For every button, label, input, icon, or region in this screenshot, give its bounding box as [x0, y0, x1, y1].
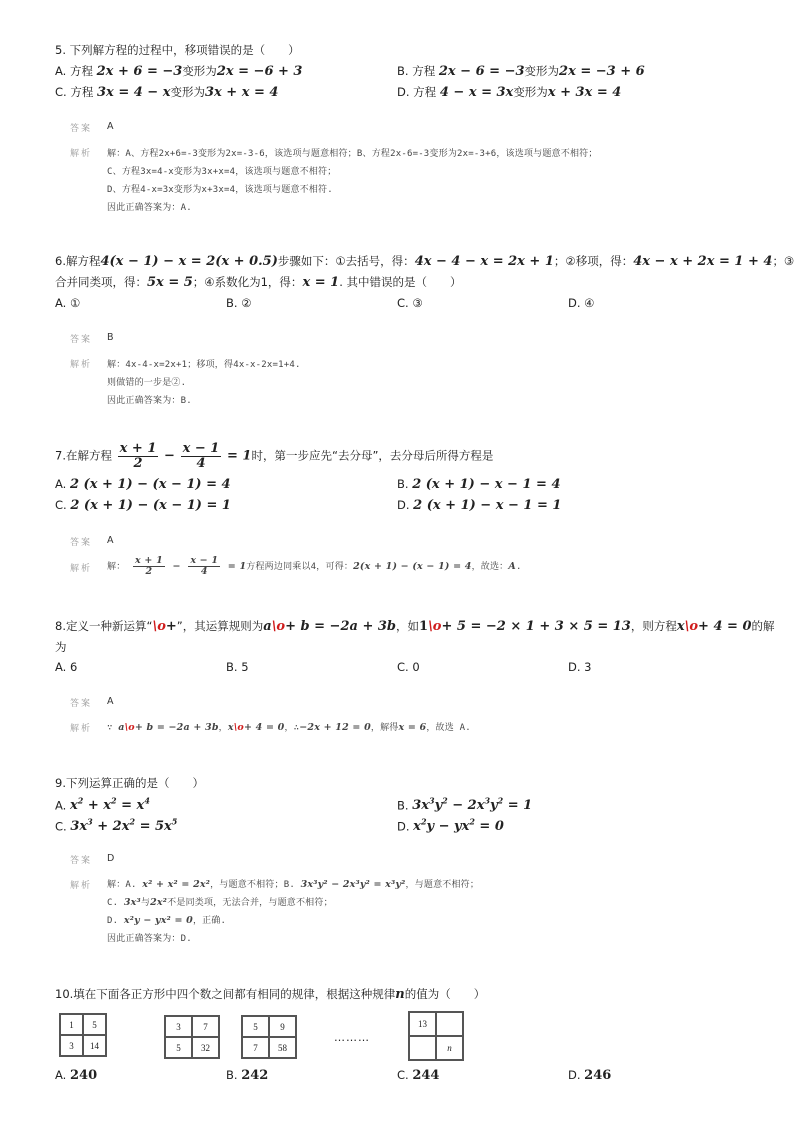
q10-square-1 — [59, 1013, 107, 1057]
q10-square-4-cell — [409, 1036, 436, 1060]
q10-square-1-cell: 1 — [60, 1014, 83, 1035]
q5-option-d[interactable]: D. 方程 4 − x = 3x变形为x + 3x = 4 — [397, 85, 622, 100]
q6-solution-line-1: 解：4x-4-x=2x+1；移项，得4x-x-2x=1+4. — [107, 360, 301, 370]
q10-square-4-cell — [436, 1012, 463, 1036]
q9-option-b[interactable]: B. $3x^3y^2 - 2x^3y^2 = 1$ — [397, 796, 533, 814]
q9-solution-line-1: 解：A. x² + x² = 2x²，与题意不相符；B. 3x³y² − 2x³y² = x³y²，与题意不相符； — [107, 879, 480, 890]
q6-stem-line-1: 6.解方程4(x − 1) − x = 2(x + 0.5)步骤如下：①去括号，得：4x − 4 − x = 2x + 1；②移项，得：4x − x + 2x = 1 + 4；③ — [55, 254, 794, 269]
q9-option-c[interactable]: C. $3x^3 + 2x^2 = 5x^5$ — [55, 817, 178, 835]
q6-answer-label: 答案 — [70, 335, 93, 345]
q5-solution-line-1: 解：A、方程2x+6=-3变形为2x=-3-6，该选项与题意相符；B、方程2x-6=-3变形为2x=-3+6，该选项与题意不相符； — [107, 149, 598, 159]
q5-answer: A — [107, 121, 114, 132]
q10-square-4-cell: n — [436, 1036, 463, 1060]
q8-option-c[interactable]: C. 0 — [397, 660, 420, 674]
q5-option-c[interactable]: C. 方程 3x = 4 − x变形为3x + x = 4 — [55, 85, 279, 100]
q9-stem: 9.下列运算正确的是（ ） — [55, 776, 204, 790]
q5-solution-line-2: C、方程3x=4-x变形为3x+x=4，该选项与题意不相符； — [107, 167, 337, 177]
q10-square-3-cell: 9 — [269, 1016, 296, 1037]
q10-option-c[interactable]: C. 244 — [397, 1068, 440, 1083]
q8-option-b[interactable]: B. 5 — [226, 660, 249, 674]
q6-option-a[interactable]: A. ① — [55, 296, 81, 310]
q8-operator-symbol: \o — [152, 619, 166, 634]
q10-square-2-cell: 32 — [192, 1037, 219, 1058]
q7-analysis-label: 解析 — [70, 564, 93, 574]
q8-option-d[interactable]: D. 3 — [568, 660, 592, 674]
q9-option-d[interactable]: D. $x^2y - yx^2 = 0$ — [397, 817, 504, 835]
q5-option-b[interactable]: B. 方程 2x − 6 = −3变形为2x = −3 + 6 — [397, 64, 645, 79]
q6-solution-line-2: 则做错的一步是②. — [107, 378, 187, 388]
q10-square-1-cell: 3 — [60, 1035, 83, 1056]
q5-answer-label: 答案 — [70, 124, 93, 134]
q7-option-c[interactable]: C. 2 (x + 1) − (x − 1) = 1 — [55, 498, 231, 513]
q6-option-d[interactable]: D. ④ — [568, 296, 595, 310]
q9-solution-line-3: D. x²y − yx² = 0，正确. — [107, 915, 227, 926]
q10-option-b[interactable]: B. 242 — [226, 1068, 269, 1083]
q8-stem-line-1: 8.定义一种新运算“\o+”，其运算规则为a\o+ b = −2a + 3b，如1\o+ 5 = −2 × 1 + 3 × 5 = 13，则方程x\o+ 4 = 0的解 — [55, 619, 775, 634]
q10-square-3-cell: 58 — [269, 1037, 296, 1058]
q6-analysis-label: 解析 — [70, 360, 93, 370]
q9-option-a[interactable]: A. $x^2 + x^2 = x^4$ — [55, 796, 150, 814]
q10-square-1-cell: 14 — [83, 1035, 106, 1056]
q10-option-a[interactable]: A. 240 — [55, 1068, 98, 1083]
q7-answer-label: 答案 — [70, 538, 93, 548]
q10-option-d[interactable]: D. 246 — [568, 1068, 612, 1083]
q10-square-3-cell: 5 — [242, 1016, 269, 1037]
q9-solution-line-2: C. 3x³与2x²不是同类项，无法合并，与题意不相符； — [107, 897, 333, 908]
q8-stem-line-2: 为 — [55, 640, 67, 654]
q5-text: 下列解方程的过程中，移项错误的是（ ） — [69, 43, 300, 57]
q7-solution-fraction-2: $\frac{x - 1}{4}$ — [190, 555, 219, 577]
q6-stem-line-2: 合并同类项，得：5x = 5；④系数化为1，得：x = 1. 其中错误的是（ ） — [55, 275, 462, 290]
q6-option-c[interactable]: C. ③ — [397, 296, 423, 310]
q8-solution: ∵ a\o+ b = −2a + 3b，x\o+ 4 = 0，∴−2x + 12 = 0，解得x = 6，故选 A. — [107, 722, 471, 733]
q7-answer: A — [107, 535, 114, 546]
q7-stem: 7.在解方程 $\frac{x + 1}{2}$ − $\frac{x - 1}{4}$ = 1时，第一步应先“去分母”，去分母后所得方程是 — [55, 441, 494, 471]
q10-square-2-cell: 3 — [165, 1016, 192, 1037]
q9-answer-label: 答案 — [70, 856, 93, 866]
q9-answer: D — [107, 853, 115, 864]
q7-solution-fraction-1: $\frac{x + 1}{2}$ — [135, 555, 163, 577]
q10-ellipsis: ……… — [334, 1031, 370, 1044]
q7-option-b[interactable]: B. 2 (x + 1) − x − 1 = 4 — [397, 477, 561, 492]
q6-answer: B — [107, 332, 114, 343]
q10-square-4 — [408, 1011, 464, 1061]
q8-option-a[interactable]: A. 6 — [55, 660, 78, 674]
q5-number: 5. — [55, 43, 66, 57]
q5-option-a[interactable]: A. 方程 2x + 6 = −3变形为2x = −6 + 3 — [55, 64, 303, 79]
q9-analysis-label: 解析 — [70, 881, 93, 891]
q7-fraction-1: $\frac{x + 1}{2}$ — [119, 441, 157, 471]
q8-analysis-label: 解析 — [70, 724, 93, 734]
q10-square-1-cell: 5 — [83, 1014, 106, 1035]
q7-fraction-2: $\frac{x - 1}{4}$ — [182, 441, 220, 471]
q5-solution-line-3: D、方程4-x=3x变形为x+3x=4，该选项与题意不相符. — [107, 185, 333, 195]
q6-option-b[interactable]: B. ② — [226, 296, 252, 310]
q8-answer: A — [107, 696, 114, 707]
q5-stem — [55, 42, 300, 58]
q10-square-2-cell: 5 — [165, 1037, 192, 1058]
q7-option-a[interactable]: A. 2 (x + 1) − (x − 1) = 4 — [55, 477, 231, 492]
q10-square-4-cell: 13 — [409, 1012, 436, 1036]
q5-analysis-label: 解析 — [70, 149, 93, 159]
q10-square-3 — [241, 1015, 297, 1059]
q9-solution-line-4: 因此正确答案为：D. — [107, 934, 192, 944]
q10-square-3-cell: 7 — [242, 1037, 269, 1058]
q10-stem: 10.填在下面各正方形中四个数之间都有相同的规律，根据这种规律n的值为（ ） — [55, 987, 486, 1002]
q8-answer-label: 答案 — [70, 699, 93, 709]
q10-square-2 — [164, 1015, 220, 1059]
q10-square-2-cell: 7 — [192, 1016, 219, 1037]
q7-option-d[interactable]: D. 2 (x + 1) − x − 1 = 1 — [397, 498, 562, 513]
q6-solution-line-3: 因此正确答案为：B. — [107, 396, 192, 406]
q5-solution-line-4: 因此正确答案为：A. — [107, 203, 192, 213]
q7-solution: 解： $\frac{x + 1}{2}$ − $\frac{x - 1}{4}$ = 1方程两边同乘以4，可得：2(x + 1) − (x − 1) = 4，故选：A. — [107, 555, 522, 577]
